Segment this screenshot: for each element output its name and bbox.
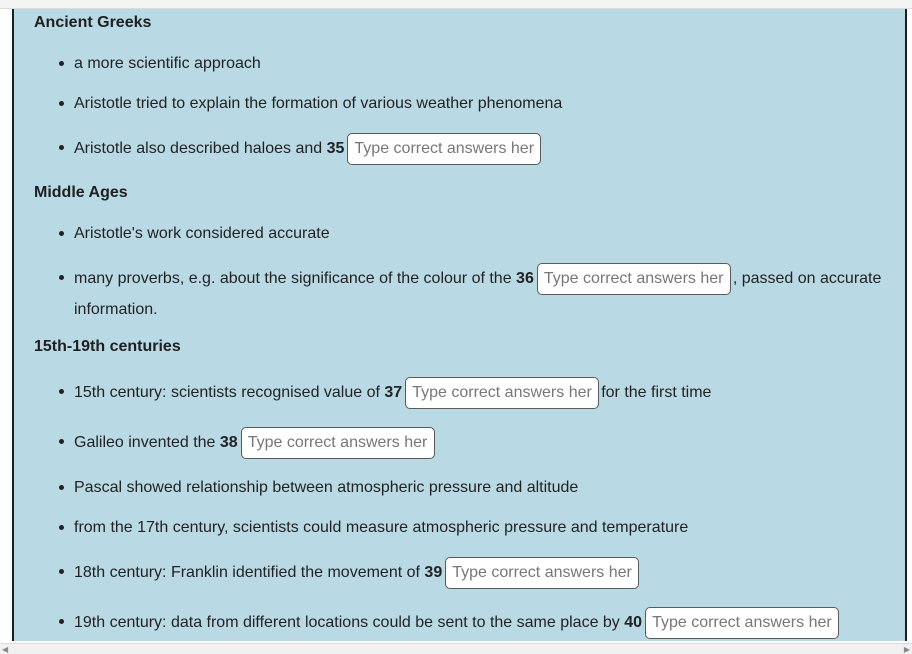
item-text: Aristotle also described haloes and	[74, 140, 323, 158]
answer-input-40[interactable]	[645, 607, 839, 639]
section-heading-15th-19th-centuries: 15th-19th centuries	[34, 338, 181, 355]
question-number-38: 38	[219, 434, 238, 452]
scroll-right-icon[interactable]: ▶	[903, 645, 910, 654]
item-text: Galileo invented the	[74, 434, 216, 452]
item-text: a more scientific approach	[74, 55, 261, 72]
list-item-q39	[74, 557, 891, 589]
item-text: 18th century: Franklin identified the movement of	[74, 564, 420, 582]
scroll-left-icon[interactable]: ◀	[2, 645, 9, 654]
question-number-35: 35	[326, 140, 345, 158]
question-number-39: 39	[424, 564, 443, 582]
answer-input-37[interactable]	[405, 377, 599, 409]
item-text-after: , passed on accurate information.	[74, 270, 882, 318]
answer-input-35[interactable]	[347, 133, 541, 165]
top-edge	[0, 0, 912, 9]
item-text-after: for the first time	[601, 384, 712, 402]
list-item-q38	[74, 427, 891, 459]
section-heading-middle-ages: Middle Ages	[34, 184, 128, 201]
question-number-37: 37	[384, 384, 403, 402]
item-text: Aristotle's work considered accurate	[74, 225, 330, 242]
question-panel	[12, 9, 907, 641]
answer-input-38[interactable]	[241, 427, 435, 459]
item-text: 15th century: scientists recognised value of	[74, 384, 380, 402]
list-item	[74, 473, 891, 502]
answer-input-36[interactable]	[537, 263, 731, 295]
list-item-q37	[74, 377, 891, 409]
question-number-40: 40	[624, 614, 643, 632]
item-text: Aristotle tried to explain the formation of various weather phenomena	[74, 95, 563, 112]
list-item-q40	[74, 607, 891, 639]
item-text: Pascal showed relationship between atmospheric pressure and altitude	[74, 479, 579, 496]
list-item-q35	[74, 133, 891, 165]
list-item	[74, 89, 891, 118]
section-heading-ancient-greeks: Ancient Greeks	[34, 14, 152, 31]
item-text: from the 17th century, scientists could measure atmospheric pressure and temperature	[74, 519, 689, 536]
answer-input-39[interactable]	[445, 557, 639, 589]
question-number-36: 36	[516, 270, 534, 288]
list-item-q36	[74, 263, 891, 324]
item-text: many proverbs, e.g. about the significance of the colour of the	[74, 270, 512, 288]
list-item	[74, 49, 891, 78]
horizontal-scrollbar[interactable]	[0, 643, 912, 654]
list-item	[74, 219, 891, 248]
item-text: 19th century: data from different locations could be sent to the same place by	[74, 614, 620, 632]
list-item	[74, 513, 891, 542]
